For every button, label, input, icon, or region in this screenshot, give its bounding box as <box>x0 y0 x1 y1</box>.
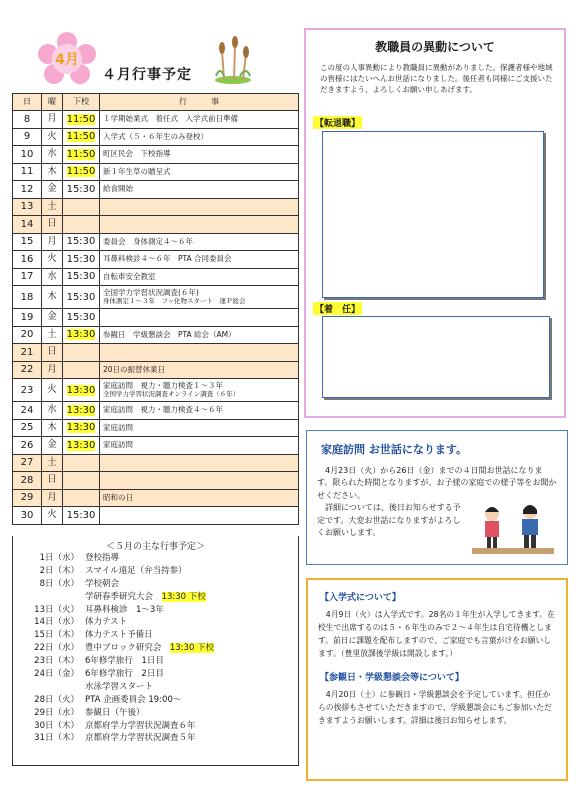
may-item-date: 22日（水） <box>34 643 79 654</box>
may-item-label: PTA 企画委員会 19:00～ <box>85 694 182 705</box>
schedule-body <box>13 111 299 525</box>
event-cell <box>100 268 299 286</box>
day-number: 24 <box>20 404 34 416</box>
weekday-label: 水 <box>47 404 57 416</box>
col-weekday: 曜 <box>42 94 63 111</box>
table-row <box>13 344 299 362</box>
may-item <box>13 552 298 565</box>
day-cell <box>13 286 42 309</box>
may-item-date: 8日（水） <box>39 578 79 589</box>
page-title: ４月行事予定 <box>102 67 192 83</box>
weekday-cell <box>42 507 63 525</box>
dismissal-cell <box>63 507 100 525</box>
day-cell <box>13 344 42 362</box>
weekday-label: 木 <box>47 165 57 177</box>
may-item-text <box>85 578 298 591</box>
day-cell <box>13 472 42 490</box>
weekday-label: 土 <box>47 328 57 340</box>
may-item <box>13 578 298 591</box>
personnel-title: 教職員の異動について <box>375 40 495 54</box>
dismissal-time: 11:50 <box>66 166 96 178</box>
table-row <box>13 181 299 199</box>
day-number: 20 <box>20 329 34 341</box>
weekday-cell <box>42 268 63 286</box>
weekday-cell <box>42 111 63 129</box>
weekday-label: 金 <box>47 183 57 195</box>
weekday-label: 木 <box>47 290 57 302</box>
table-row <box>13 146 299 164</box>
table-row <box>13 163 299 181</box>
table-row <box>13 361 299 379</box>
weekday-cell <box>42 251 63 269</box>
day-cell <box>13 111 42 129</box>
day-cell <box>13 128 42 146</box>
event-cell <box>100 344 299 362</box>
event-cell <box>100 111 299 129</box>
dismissal-time: 13:30 <box>66 422 96 434</box>
weekday-cell <box>42 489 63 507</box>
may-item-label: 学校朝会 <box>85 578 120 589</box>
event-text: 新１年生草の贈呈式 <box>103 166 171 176</box>
dismissal-time: 13:30 <box>66 384 96 396</box>
day-number: 16 <box>20 253 34 265</box>
col-dismissal: 下校 <box>63 94 100 111</box>
dismissal-time: 15:30 <box>66 271 96 283</box>
weekday-label: 日 <box>47 346 57 358</box>
may-item-label: 学研春季研究大会 <box>85 591 154 602</box>
event-text: 入学式（５・６年生のみ登校） <box>103 131 208 141</box>
weekday-label: 火 <box>47 509 57 521</box>
table-row <box>13 419 299 437</box>
weekday-cell <box>42 454 63 472</box>
day-cell <box>13 379 42 402</box>
event-cell <box>100 181 299 199</box>
day-number: 29 <box>20 492 34 504</box>
open-class-paragraph: 4月20日（土）に参観日・学級懇談会を予定しています。担任からの挨拶もさせていただきますので、学級懇談会にもご参加いただきますようお願いします。詳細は後日お知らせします。 <box>318 690 552 726</box>
may-item-label: 耳鼻科検診 1～3年 <box>85 604 164 615</box>
event-cell <box>100 507 299 525</box>
event-cell <box>100 402 299 420</box>
retirement-label: 【転退職】 <box>313 116 362 129</box>
may-item <box>13 681 298 694</box>
may-item <box>13 616 298 629</box>
weekday-label: 火 <box>47 130 57 142</box>
weekday-cell <box>42 344 63 362</box>
may-item-text <box>85 720 298 733</box>
weekday-cell <box>42 309 63 327</box>
dismissal-cell <box>63 251 100 269</box>
dismissal-cell <box>63 216 100 234</box>
day-cell <box>13 437 42 455</box>
day-cell <box>13 402 42 420</box>
may-item-date: 14日（水） <box>34 617 79 628</box>
table-row <box>13 507 299 525</box>
may-item-text <box>85 642 298 655</box>
table-row <box>13 489 299 507</box>
may-item-text <box>85 694 298 707</box>
may-item-label: 体力テスト <box>85 617 128 628</box>
dismissal-time: 11:50 <box>66 131 96 143</box>
day-number: 9 <box>23 131 31 143</box>
event-subtext: 全国学力学習状況調査オンライン調査（６年） <box>103 389 240 398</box>
may-item <box>13 694 298 707</box>
open-class-heading: 【参観日・学級懇談会等について】 <box>320 673 464 684</box>
may-item-date: 29日（水） <box>34 707 79 718</box>
day-cell <box>13 216 42 234</box>
dismissal-cell <box>63 233 100 251</box>
may-item <box>13 732 298 745</box>
may-item-text <box>85 616 298 629</box>
may-item <box>13 668 298 681</box>
weekday-label: 土 <box>47 456 57 468</box>
home-visit-paragraph: 4月23日（火）から26日（金）までの４日間お世話になります。限られた時間となりますが、お子様の家庭での様子等をお聞かせください。 <box>317 466 557 500</box>
appointment-label: 【着 任】 <box>313 302 362 315</box>
day-cell <box>13 198 42 216</box>
may-item-text <box>85 707 298 720</box>
day-number: 10 <box>20 148 34 160</box>
event-text: 耳鼻科検診４～６年 PTA 合同委員会 <box>103 254 232 264</box>
dismissal-time: 11:50 <box>66 113 96 125</box>
day-number: 17 <box>20 271 34 283</box>
weekday-cell <box>42 163 63 181</box>
table-row <box>13 286 299 309</box>
may-item <box>13 707 298 720</box>
event-text: 家庭訪問 視力・聴力検査１～３年 <box>103 381 223 391</box>
event-text: １学期始業式 着任式 入学式前日準備 <box>103 114 238 124</box>
may-item-dismissal: 13:30 下校 <box>161 591 206 602</box>
day-number: 23 <box>20 384 34 396</box>
may-item-dismissal: 13:30 下校 <box>169 643 215 654</box>
weekday-cell <box>42 128 63 146</box>
event-cell <box>100 128 299 146</box>
day-number: 8 <box>23 113 31 125</box>
table-row <box>13 233 299 251</box>
may-item-text <box>85 732 298 745</box>
may-item-label: 水泳学習スタート <box>85 681 154 692</box>
day-cell <box>13 489 42 507</box>
appointment-frame <box>322 316 550 398</box>
weekday-label: 水 <box>47 148 57 160</box>
table-row <box>13 326 299 344</box>
day-cell <box>13 419 42 437</box>
entrance-ceremony-box <box>306 578 568 781</box>
may-item-date: 28日（火） <box>34 694 79 705</box>
event-cell <box>100 326 299 344</box>
day-number: 13 <box>20 201 34 213</box>
weekday-cell <box>42 472 63 490</box>
may-schedule-list <box>13 552 298 745</box>
day-number: 18 <box>20 291 34 303</box>
day-cell <box>13 181 42 199</box>
weekday-cell <box>42 326 63 344</box>
day-number: 26 <box>20 439 34 451</box>
weekday-cell <box>42 419 63 437</box>
may-item <box>13 655 298 668</box>
home-visit-note: 詳細については、後日お知らせする予定です。大変お世話になりますがよろしくお願いします。 <box>317 503 461 537</box>
dismissal-cell <box>63 402 100 420</box>
event-cell <box>100 472 299 490</box>
event-text: 自転車安全教室 <box>103 271 156 281</box>
may-item <box>13 642 298 655</box>
may-item-date: 24日（金） <box>34 669 79 680</box>
event-text: 家庭訪問 <box>103 422 133 432</box>
dismissal-cell <box>63 419 100 437</box>
may-item-text <box>85 591 298 604</box>
may-item <box>13 629 298 642</box>
event-text: 家庭訪問 視力・聴力検査４～６年 <box>103 405 223 415</box>
may-item-date <box>13 681 85 694</box>
dismissal-time: 13:30 <box>66 329 96 341</box>
dismissal-time: 15:30 <box>66 236 96 248</box>
dismissal-cell <box>63 163 100 181</box>
weekday-label: 火 <box>47 383 57 395</box>
dismissal-cell <box>63 361 100 379</box>
may-schedule-title: ＜５月の主な行事予定＞ <box>105 542 205 552</box>
dismissal-cell <box>63 472 100 490</box>
may-item-label: 京都府学力学習状況調査５年 <box>85 733 196 744</box>
may-item-label: 京都府学力学習状況調査６年 <box>85 720 196 731</box>
weekday-label: 日 <box>47 218 57 230</box>
table-header-row <box>13 94 299 111</box>
table-row <box>13 111 299 129</box>
dismissal-time: 15:30 <box>66 311 96 323</box>
table-row <box>13 268 299 286</box>
dismissal-time: 13:30 <box>66 439 96 451</box>
month-badge: 4月 <box>55 52 79 68</box>
day-cell <box>13 233 42 251</box>
event-cell <box>100 454 299 472</box>
weekday-cell <box>42 361 63 379</box>
dismissal-time: 15:30 <box>66 291 96 303</box>
may-item-text <box>85 629 298 642</box>
event-subtext: 身体測定１～３年 フッ化物スタート 運Ｐ総会 <box>103 296 246 305</box>
event-cell <box>100 489 299 507</box>
day-number: 21 <box>20 346 34 358</box>
may-item-text <box>85 565 298 578</box>
may-item-date <box>13 591 85 604</box>
event-cell <box>100 198 299 216</box>
may-item-label: 6年修学旅行 1日目 <box>85 656 164 667</box>
may-item-label: 豊中ブロック研究会 <box>85 643 162 654</box>
weekday-label: 木 <box>47 421 57 433</box>
dismissal-time: 13:30 <box>66 404 96 416</box>
weekday-label: 火 <box>47 253 57 265</box>
table-row <box>13 198 299 216</box>
may-item-label: 参観日（午後） <box>85 707 145 718</box>
may-item <box>13 604 298 617</box>
day-number: 14 <box>20 218 34 230</box>
may-item-date: 1日（水） <box>39 553 79 563</box>
may-schedule-box <box>12 536 299 766</box>
dismissal-cell <box>63 309 100 327</box>
dismissal-cell <box>63 326 100 344</box>
event-cell <box>100 251 299 269</box>
may-item-date: 15日（木） <box>34 630 79 641</box>
day-cell <box>13 454 42 472</box>
event-text: 20日の振替休業日 <box>103 364 166 374</box>
day-cell <box>13 146 42 164</box>
weekday-cell <box>42 216 63 234</box>
personnel-text: この度の人事異動により教職員に異動がありました。保護者様や地域の皆様にはたいへんお世話になりました。後任者も同様にご支援いただきますよう、よろしくお願い申しあげます。 <box>320 63 553 94</box>
weekday-label: 月 <box>47 363 57 375</box>
may-item-label: 登校指導 <box>85 553 120 563</box>
weekday-cell <box>42 181 63 199</box>
dismissal-cell <box>63 181 100 199</box>
day-number: 15 <box>20 236 34 248</box>
may-item-text <box>85 552 298 565</box>
table-row <box>13 472 299 490</box>
table-row <box>13 128 299 146</box>
may-item <box>13 565 298 578</box>
table-row <box>13 309 299 327</box>
dismissal-cell <box>63 286 100 309</box>
entrance-heading: 【入学式について】 <box>320 593 401 603</box>
day-cell <box>13 268 42 286</box>
dismissal-cell <box>63 454 100 472</box>
children-illustration-icon <box>470 500 556 558</box>
may-item-text <box>85 604 298 617</box>
event-cell <box>100 361 299 379</box>
dismissal-cell <box>63 344 100 362</box>
event-cell <box>100 233 299 251</box>
flower-logo-icon <box>38 32 96 84</box>
dismissal-time: 11:50 <box>66 148 96 160</box>
weekday-label: 月 <box>47 113 57 125</box>
weekday-cell <box>42 286 63 309</box>
day-number: 12 <box>20 183 34 195</box>
april-schedule-table <box>12 93 299 525</box>
weekday-label: 月 <box>47 235 57 247</box>
weekday-label: 土 <box>47 200 57 212</box>
day-cell <box>13 251 42 269</box>
table-row <box>13 379 299 402</box>
dismissal-cell <box>63 128 100 146</box>
dismissal-cell <box>63 111 100 129</box>
weekday-cell <box>42 198 63 216</box>
day-cell <box>13 507 42 525</box>
event-cell <box>100 286 299 309</box>
home-visit-title: 家庭訪問 お世話になります。 <box>321 443 467 456</box>
weekday-label: 金 <box>47 311 57 323</box>
event-text: 町区民会 下校指導 <box>103 149 171 159</box>
event-text: 給食開始 <box>103 184 133 194</box>
event-cell <box>100 419 299 437</box>
may-item <box>13 591 298 604</box>
event-cell <box>100 379 299 402</box>
day-number: 27 <box>20 457 34 469</box>
may-item-text <box>85 655 298 668</box>
dismissal-cell <box>63 198 100 216</box>
table-row <box>13 454 299 472</box>
weekday-cell <box>42 402 63 420</box>
col-event: 行 事 <box>100 94 299 111</box>
may-item-date: 31日（木） <box>34 733 79 744</box>
dismissal-time: 15:30 <box>66 509 96 521</box>
weekday-cell <box>42 146 63 164</box>
retirement-frame <box>322 131 544 298</box>
dismissal-cell <box>63 379 100 402</box>
table-row <box>13 402 299 420</box>
event-text: 委員会 身体測定４～６年 <box>103 236 193 246</box>
event-cell <box>100 309 299 327</box>
weekday-label: 水 <box>47 270 57 282</box>
event-text: 昭和の日 <box>103 492 133 502</box>
dismissal-cell <box>63 146 100 164</box>
weekday-cell <box>42 379 63 402</box>
day-number: 11 <box>20 166 34 178</box>
dismissal-cell <box>63 489 100 507</box>
may-item-date: 30日（木） <box>34 720 79 731</box>
weekday-label: 日 <box>47 474 57 486</box>
day-number: 30 <box>20 509 34 521</box>
day-number: 25 <box>20 422 34 434</box>
may-item-text <box>85 668 298 681</box>
weekday-label: 金 <box>47 439 57 451</box>
event-cell <box>100 216 299 234</box>
day-number: 28 <box>20 474 34 486</box>
dismissal-cell <box>63 268 100 286</box>
may-item <box>13 720 298 733</box>
day-number: 22 <box>20 364 34 376</box>
dismissal-time: 15:30 <box>66 253 96 265</box>
event-text: 全国学力学習状況調査(６年) <box>103 288 199 298</box>
day-cell <box>13 326 42 344</box>
may-item-label: 6年修学旅行 2日目 <box>85 669 164 680</box>
event-cell <box>100 437 299 455</box>
dismissal-time: 15:30 <box>66 183 96 195</box>
day-cell <box>13 309 42 327</box>
may-item-date: 23日（木） <box>34 656 79 667</box>
day-cell <box>13 361 42 379</box>
table-row <box>13 216 299 234</box>
weekday-label: 月 <box>47 491 57 503</box>
event-cell <box>100 146 299 164</box>
event-text: 参観日 学級懇談会 PTA 総会（AM） <box>103 329 236 339</box>
event-cell <box>100 163 299 181</box>
may-item-label: 体力テスト予備日 <box>85 630 153 641</box>
col-day: 日 <box>13 94 42 111</box>
may-item-text <box>85 681 298 694</box>
event-text: 家庭訪問 <box>103 440 133 450</box>
weekday-cell <box>42 437 63 455</box>
day-cell <box>13 163 42 181</box>
table-row <box>13 251 299 269</box>
dismissal-cell <box>63 437 100 455</box>
entrance-paragraph: 4月9日（火）は入学式です。28名の１年生が入学してきます。在校生で出席するのは５・６年生のみで２～４年生は自宅待機とします。前日に課題を配布しますので、ご家庭でも言葉がけをお願いします。（豊里放課後学級は開設します。） <box>318 610 555 658</box>
may-item-label: スマイル遠足（弁当持参） <box>85 565 187 576</box>
day-number: 19 <box>20 311 34 323</box>
weekday-cell <box>42 233 63 251</box>
table-row <box>13 437 299 455</box>
may-item-date: 13日（火） <box>34 604 79 615</box>
horsetail-plant-icon <box>212 36 254 84</box>
may-item-date: 2日（木） <box>39 565 79 576</box>
